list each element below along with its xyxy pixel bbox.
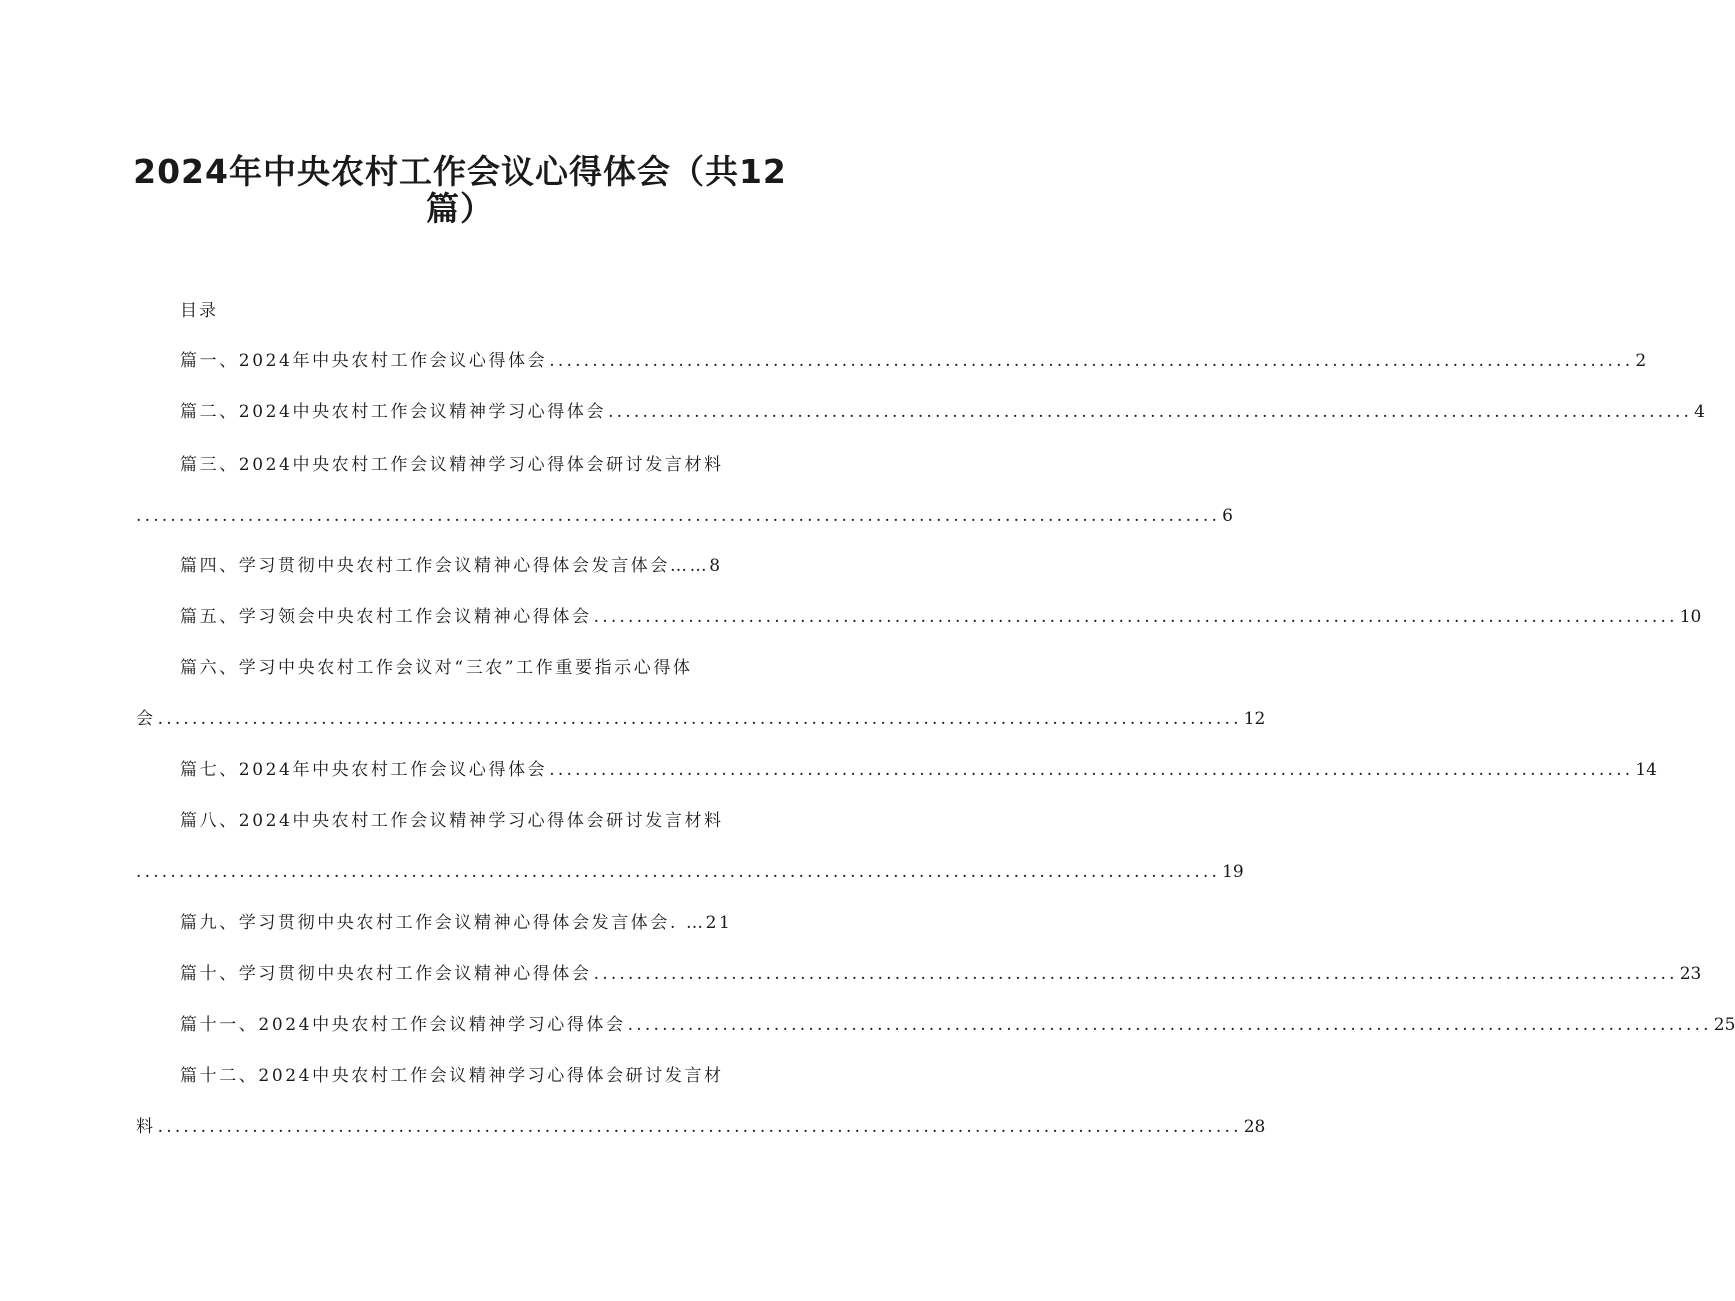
toc-entry-6-continuation[interactable] xyxy=(136,703,1266,729)
title-line-2: 篇） xyxy=(426,189,494,228)
toc-entry-7[interactable] xyxy=(180,754,1657,780)
toc-page-number: 6 xyxy=(1222,506,1233,526)
dot-leader: .............................................................................................................................. xyxy=(549,351,1634,371)
toc-page-number: 12 xyxy=(1243,709,1266,729)
toc-entry-3[interactable] xyxy=(180,449,774,475)
toc-entry-5[interactable] xyxy=(180,601,1702,627)
toc-entry-text: 料 xyxy=(136,1117,156,1137)
toc-page-number: 25 xyxy=(1713,1015,1735,1035)
toc-page-number: 10 xyxy=(1679,607,1702,627)
dot-leader: .............................................................................................................................. xyxy=(157,1117,1242,1137)
dot-leader: .............................................................................................................................. xyxy=(608,402,1693,422)
toc-entry-1[interactable] xyxy=(180,345,1647,371)
toc-entry-text: 篇六、学习中央农村工作会议对“三农”工作重要指示心得体 xyxy=(180,658,693,678)
toc-page-number: 28 xyxy=(1243,1117,1266,1137)
toc-entry-6[interactable] xyxy=(180,652,774,678)
dot-leader: .............................................................................................................................. xyxy=(627,1015,1712,1035)
toc-entry-10[interactable] xyxy=(180,958,1702,984)
toc-entry-9[interactable] xyxy=(180,907,774,933)
toc-entry-text: 篇四、学习贯彻中央农村工作会议精神心得体会发言体会……8 xyxy=(180,556,723,576)
toc-entry-text: 篇二、2024中央农村工作会议精神学习心得体会 xyxy=(180,402,607,422)
toc-entry-text: 篇十、学习贯彻中央农村工作会议精神心得体会 xyxy=(180,964,592,984)
toc-entry-8[interactable] xyxy=(180,805,774,831)
toc-entry-3-continuation[interactable] xyxy=(136,500,1233,526)
dot-leader: .............................................................................................................................. xyxy=(593,607,1678,627)
toc-entry-11[interactable] xyxy=(180,1009,1735,1035)
toc-page-number: 23 xyxy=(1679,964,1702,984)
dot-leader: .............................................................................................................................. xyxy=(157,709,1242,729)
toc-entry-12-continuation[interactable] xyxy=(136,1111,1266,1137)
toc-entry-12[interactable] xyxy=(180,1060,774,1086)
toc-entry-text: 篇五、学习领会中央农村工作会议精神心得体会 xyxy=(180,607,592,627)
toc-entry-text: 篇七、2024年中央农村工作会议心得体会 xyxy=(180,760,548,780)
toc-page-number: 19 xyxy=(1222,862,1244,882)
toc-page-number: 2 xyxy=(1635,351,1647,371)
toc-entry-text: 篇三、2024中央农村工作会议精神学习心得体会研讨发言材料 xyxy=(180,455,724,475)
dot-leader: .............................................................................................................................. xyxy=(593,964,1678,984)
toc-entry-text: 会 xyxy=(136,709,156,729)
toc-heading: 目录 xyxy=(180,301,218,321)
toc-entry-text: 篇九、学习贯彻中央农村工作会议精神心得体会发言体会. …21 xyxy=(180,913,733,933)
dot-leader: .............................................................................................................................. xyxy=(136,862,1221,882)
toc-page-number: 14 xyxy=(1635,760,1657,780)
toc-entry-text: 篇十一、2024中央农村工作会议精神学习心得体会 xyxy=(180,1015,626,1035)
toc-entry-4[interactable] xyxy=(180,550,774,576)
toc-entry-8-continuation[interactable] xyxy=(136,856,1244,882)
dot-leader: .............................................................................................................................. xyxy=(549,760,1634,780)
toc-entry-text: 篇一、2024年中央农村工作会议心得体会 xyxy=(180,351,548,371)
title-line-1: 2024年中央农村工作会议心得体会（共12 xyxy=(133,152,787,191)
dot-leader: .............................................................................................................................. xyxy=(136,506,1221,526)
toc-entry-text: 篇十二、2024中央农村工作会议精神学习心得体会研讨发言材 xyxy=(180,1066,724,1086)
toc-page-number: 4 xyxy=(1694,402,1705,422)
toc-entry-text: 篇八、2024中央农村工作会议精神学习心得体会研讨发言材料 xyxy=(180,811,724,831)
toc-entry-2[interactable] xyxy=(180,396,1705,422)
